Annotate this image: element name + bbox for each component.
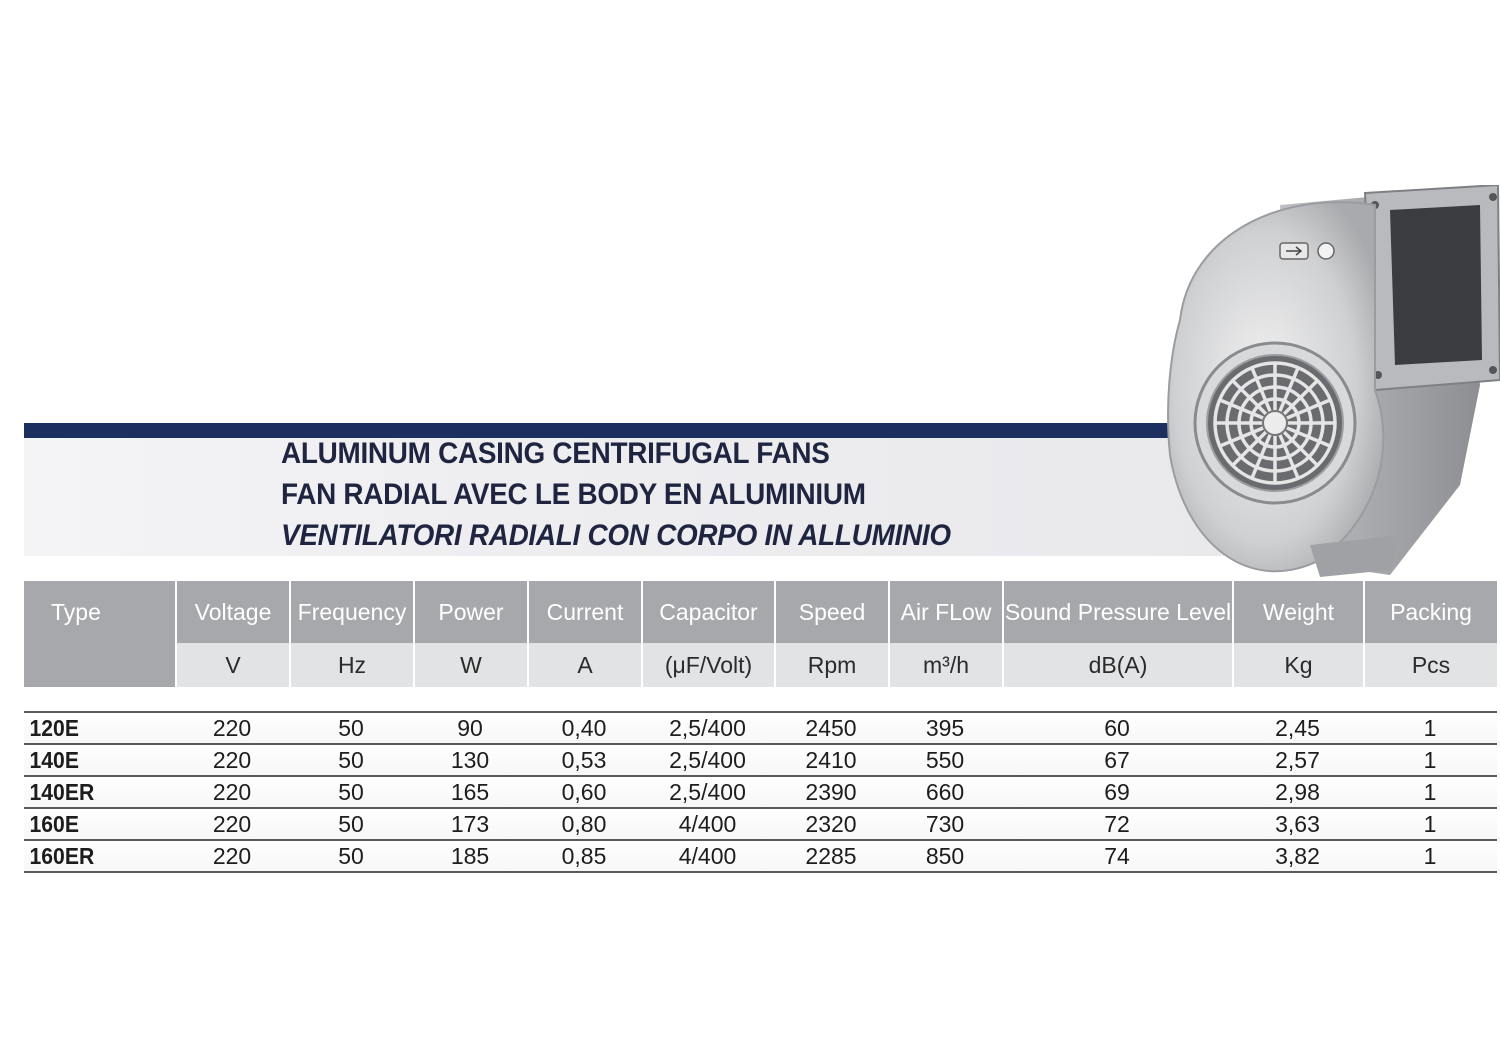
centrifugal-fan-illustration bbox=[1160, 185, 1500, 580]
unit-voltage: V bbox=[175, 643, 289, 687]
header-power: Power bbox=[413, 581, 527, 643]
cell-type: 140ER bbox=[29, 778, 95, 805]
header-weight: Weight bbox=[1232, 581, 1363, 643]
header-current: Current bbox=[527, 581, 641, 643]
cell-voltage: 220 bbox=[212, 714, 252, 741]
cell-weight: 2,98 bbox=[1275, 778, 1320, 805]
cell-current: 0,40 bbox=[561, 714, 607, 741]
cell-type: 160E bbox=[29, 810, 79, 837]
unit-sound-pressure-level: dB(A) bbox=[1002, 643, 1232, 687]
cell-frequency: 50 bbox=[338, 746, 364, 773]
unit-packing: Pcs bbox=[1363, 643, 1497, 687]
cell-air-flow: 395 bbox=[925, 714, 965, 741]
title-french: FAN RADIAL AVEC LE BODY EN ALUMINIUM bbox=[281, 478, 866, 511]
cell-capacitor: 2,5/400 bbox=[669, 778, 746, 805]
header-packing: Packing bbox=[1363, 581, 1497, 643]
cell-capacitor: 2,5/400 bbox=[669, 746, 746, 773]
cell-packing: 1 bbox=[1423, 746, 1437, 773]
cell-air-flow: 550 bbox=[925, 746, 965, 773]
unit-speed: Rpm bbox=[774, 643, 888, 687]
header-capacitor: Capacitor bbox=[641, 581, 774, 643]
unit-weight: Kg bbox=[1232, 643, 1363, 687]
table-row bbox=[24, 841, 1497, 873]
cell-current: 0,53 bbox=[561, 746, 607, 773]
cell-weight: 2,45 bbox=[1275, 714, 1320, 741]
cell-packing: 1 bbox=[1423, 714, 1437, 741]
table-row bbox=[24, 777, 1497, 809]
cell-voltage: 220 bbox=[212, 810, 252, 837]
cell-packing: 1 bbox=[1423, 778, 1437, 805]
cell-speed: 2410 bbox=[805, 746, 857, 773]
title-english: ALUMINUM CASING CENTRIFUGAL FANS bbox=[281, 437, 830, 470]
title-band bbox=[24, 423, 1175, 438]
cell-frequency: 50 bbox=[338, 842, 364, 869]
spec-table-header bbox=[24, 581, 1497, 687]
cell-current: 0,80 bbox=[561, 810, 607, 837]
cell-sound-pressure: 67 bbox=[1104, 746, 1130, 773]
cell-power: 130 bbox=[450, 746, 490, 773]
cell-sound-pressure: 69 bbox=[1104, 778, 1130, 805]
cell-packing: 1 bbox=[1423, 842, 1437, 869]
cell-power: 90 bbox=[457, 714, 483, 741]
header-sound-pressure-level: Sound Pressure Level bbox=[1002, 581, 1232, 643]
cell-current: 0,85 bbox=[561, 842, 607, 869]
title-italian: VENTILATORI RADIALI CON CORPO IN ALLUMINIO bbox=[281, 519, 951, 552]
cell-speed: 2390 bbox=[805, 778, 857, 805]
cell-voltage: 220 bbox=[212, 842, 252, 869]
cell-current: 0,60 bbox=[561, 778, 607, 805]
header-air-flow: Air FLow bbox=[888, 581, 1002, 643]
cell-type: 120E bbox=[29, 714, 79, 741]
cell-sound-pressure: 60 bbox=[1104, 714, 1130, 741]
cell-air-flow: 850 bbox=[925, 842, 965, 869]
cell-air-flow: 660 bbox=[925, 778, 965, 805]
cell-voltage: 220 bbox=[212, 778, 252, 805]
cell-speed: 2285 bbox=[805, 842, 857, 869]
cell-speed: 2450 bbox=[805, 714, 857, 741]
unit-current: A bbox=[527, 643, 641, 687]
cell-weight: 3,63 bbox=[1275, 810, 1320, 837]
cell-capacitor: 2,5/400 bbox=[669, 714, 746, 741]
cell-frequency: 50 bbox=[338, 778, 364, 805]
cell-power: 173 bbox=[450, 810, 490, 837]
header-speed: Speed bbox=[774, 581, 888, 643]
cell-air-flow: 730 bbox=[925, 810, 965, 837]
cell-power: 185 bbox=[450, 842, 490, 869]
cell-speed: 2320 bbox=[805, 810, 857, 837]
unit-capacitor: (μF/Volt) bbox=[641, 643, 774, 687]
cell-frequency: 50 bbox=[338, 810, 364, 837]
table-row bbox=[24, 745, 1497, 777]
table-row bbox=[24, 713, 1497, 745]
spec-table-body bbox=[24, 711, 1497, 873]
cell-type: 140E bbox=[29, 746, 79, 773]
cell-voltage: 220 bbox=[212, 746, 252, 773]
cell-sound-pressure: 74 bbox=[1104, 842, 1130, 869]
cell-capacitor: 4/400 bbox=[678, 842, 737, 869]
cell-type: 160ER bbox=[29, 842, 95, 869]
table-row bbox=[24, 809, 1497, 841]
cell-sound-pressure: 72 bbox=[1104, 810, 1130, 837]
header-type: Type bbox=[24, 581, 175, 687]
header-voltage: Voltage bbox=[175, 581, 289, 643]
cell-weight: 3,82 bbox=[1275, 842, 1320, 869]
cell-power: 165 bbox=[450, 778, 490, 805]
unit-air-flow: m³/h bbox=[888, 643, 1002, 687]
header-frequency: Frequency bbox=[289, 581, 413, 643]
unit-frequency: Hz bbox=[289, 643, 413, 687]
cell-packing: 1 bbox=[1423, 810, 1437, 837]
unit-power: W bbox=[413, 643, 527, 687]
cell-frequency: 50 bbox=[338, 714, 364, 741]
cell-capacitor: 4/400 bbox=[678, 810, 737, 837]
cell-weight: 2,57 bbox=[1275, 746, 1320, 773]
